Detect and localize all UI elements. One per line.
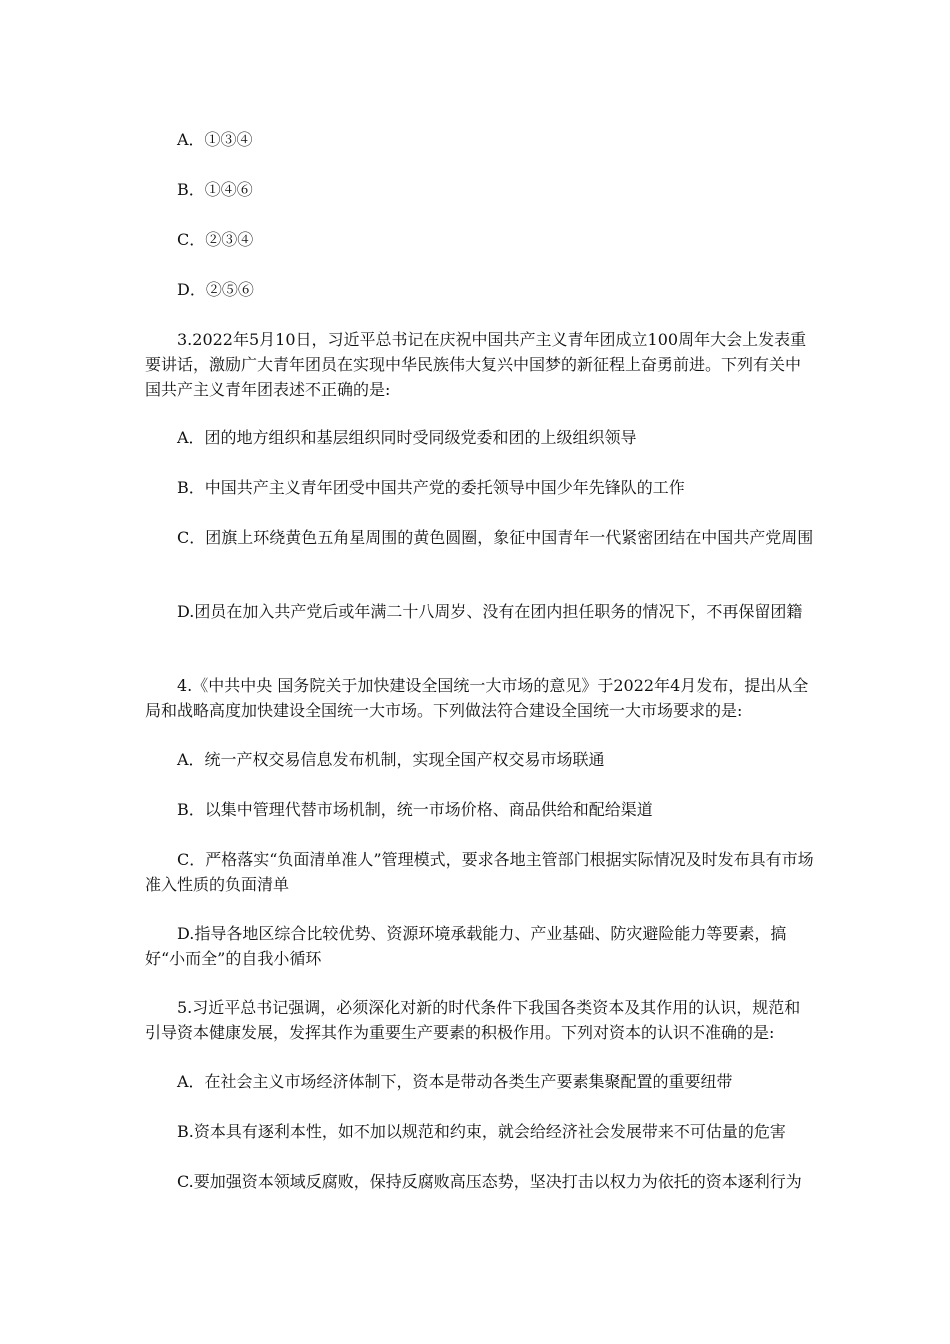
q5-option-c: C.要加强资本领域反腐败，保持反腐败高压态势，坚决打击以权力为依托的资本逐利行为 (177, 1172, 802, 1191)
q2-option-c: C．②③④ (177, 230, 254, 249)
q5-stem: 5.习近平总书记强调，必须深化对新的时代条件下我国各类资本及其作用的认识，规范和引导资本健康发展，发挥其作为重要生产要素的积极作用。下列对资本的认识不准确的是: (145, 998, 801, 1042)
q2-option-d: D．②⑤⑥ (177, 280, 254, 299)
q4-option-b: B．以集中管理代替市场机制，统一市场价格、商品供给和配给渠道 (177, 800, 653, 819)
q3-option-d: D.团员在加入共产党后或年满二十八周岁、没有在团内担任职务的情况下，不再保留团籍 (177, 602, 803, 621)
q4-option-d: D.指导各地区综合比较优势、资源环境承载能力、产业基础、防灾避险能力等要素，搞好“小而全”的自我小循环 (145, 924, 787, 968)
q3-option-a: A．团的地方组织和基层组织同时受同级党委和团的上级组织领导 (177, 428, 637, 447)
q5-option-a: A．在社会主义市场经济体制下，资本是带动各类生产要素集聚配置的重要纽带 (177, 1072, 733, 1091)
q4-option-c: C．严格落实“负面清单准人”管理模式，要求各地主管部门根据实际情况及时发布具有市场准入性质的负面清单 (145, 850, 814, 894)
q3-stem: 3.2022年5月10日，习近平总书记在庆祝中国共产主义青年团成立100周年大会上发表重要讲话，激励广大青年团员在实现中华民族伟大复兴中国梦的新征程上奋勇前进。下列有关中国共产主义青年团表述不正确的是: (145, 330, 807, 399)
q4-option-a: A．统一产权交易信息发布机制，实现全国产权交易市场联通 (177, 750, 605, 769)
q2-option-b: B．①④⑥ (177, 180, 253, 199)
q3-option-c: C．团旗上环绕黄色五角星周围的黄色圆圈，象征中国青年一代紧密团结在中国共产党周围 (177, 528, 814, 547)
q5-option-b: B.资本具有逐利本性，如不加以规范和约束，就会给经济社会发展带来不可估量的危害 (177, 1122, 786, 1141)
q2-option-a: A．①③④ (177, 130, 253, 149)
q3-option-b: B．中国共产主义青年团受中国共产党的委托领导中国少年先锋队的工作 (177, 478, 685, 497)
q4-stem: 4.《中共中央 国务院关于加快建设全国统一大市场的意见》于2022年4月发布，提出从全局和战略高度加快建设全国统一大市场。下列做法符合建设全国统一大市场要求的是: (145, 676, 809, 720)
